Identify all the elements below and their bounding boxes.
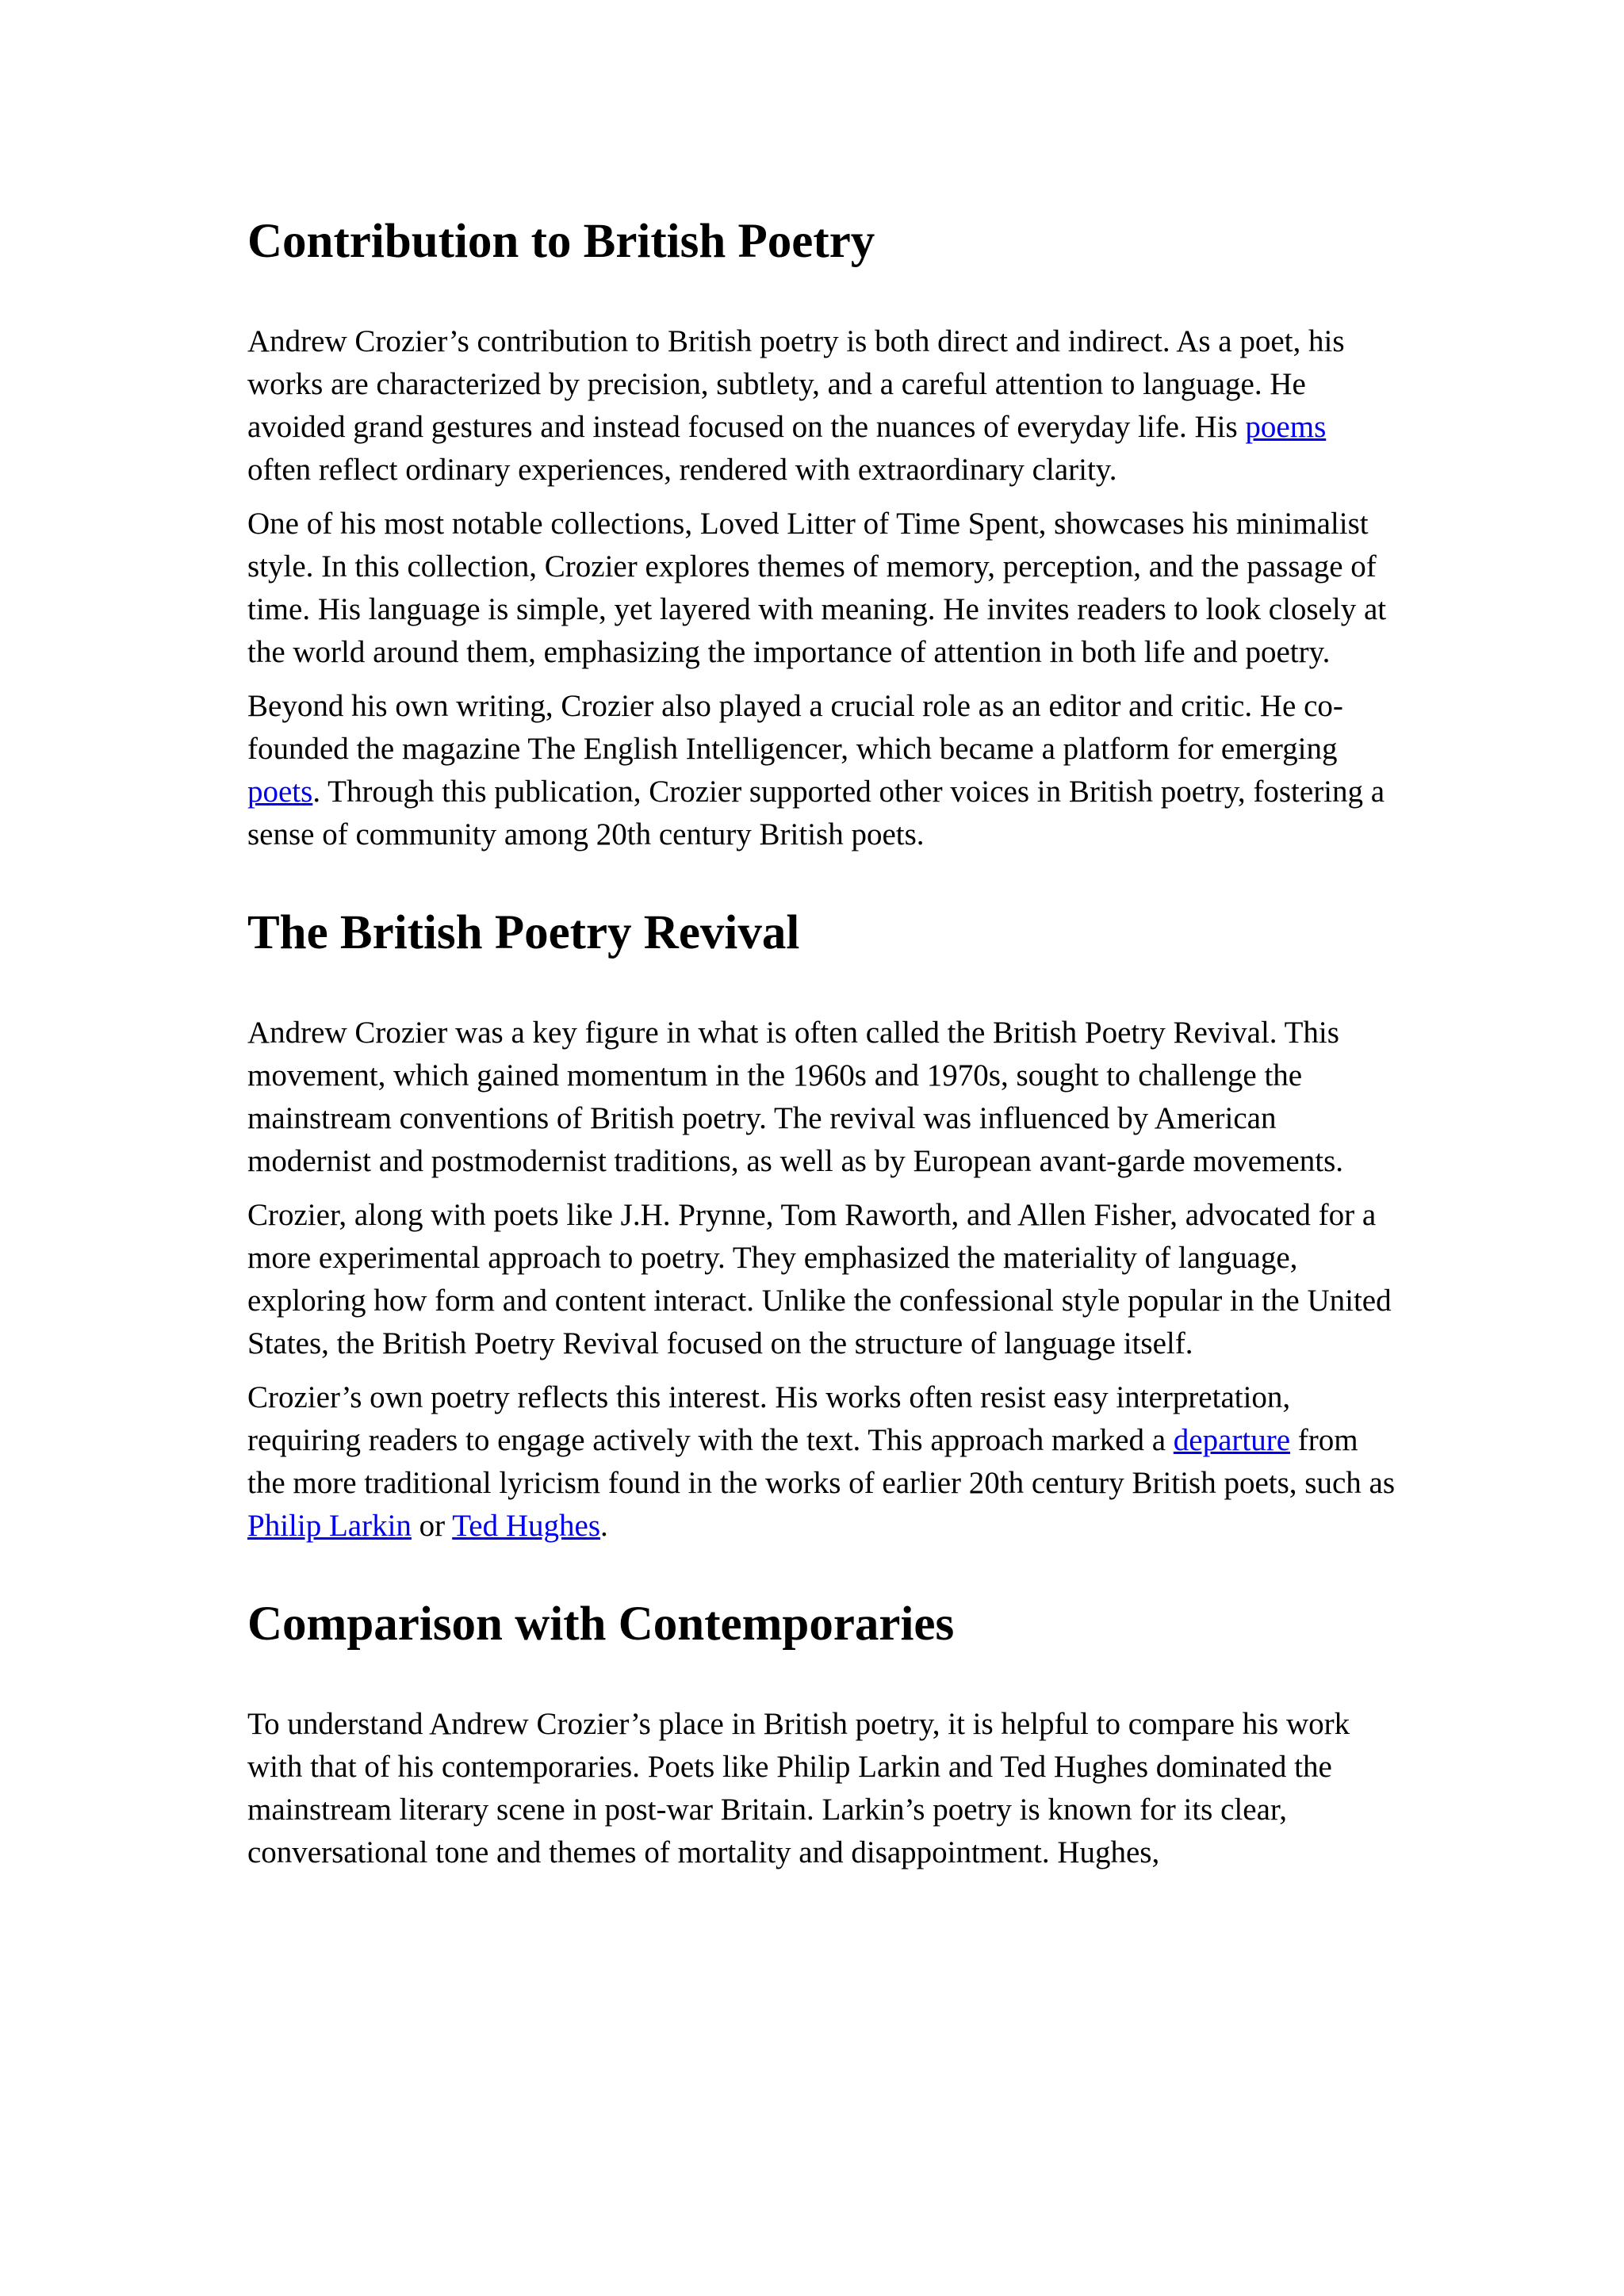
section-heading: Comparison with Contemporaries: [247, 1598, 955, 1651]
paragraph: One of his most notable collections, Loved Litter of Time Spent, showcases his minimalist style. In this collection, Crozier explores themes of memory, perception, and the passage of time. His language is simple, yet layered with meaning. He invites readers to look closely at the world around them, emphasizing the importance of attention in both life and poetry.: [247, 507, 1387, 670]
departure-link[interactable]: departure: [1173, 1423, 1291, 1458]
section-poetry-revival: [247, 905, 1397, 1548]
paragraph: Andrew Crozier’s contribution to British poetry is both direct and indirect. As a poet, his works are characterized by precision, subtlety, and a careful attention to language. He avoided grand gestures and instead focused on the nuances of everyday life. His poems often reflect ordinary experiences, rendered with extraordinary clarity.: [247, 324, 1345, 488]
document-page: [247, 214, 1397, 1874]
section-contribution: [247, 214, 1397, 856]
poems-link[interactable]: poems: [1245, 410, 1327, 445]
ted-hughes-link[interactable]: Ted Hughes: [452, 1509, 601, 1544]
paragraph: Crozier’s own poetry reflects this interest. His works often resist easy interpretation, requiring readers to engage actively with the text. This approach marked a departure from the more traditional lyricism found in the works of earlier 20th century British poets, such as Philip Larkin or Ted Hughes.: [247, 1380, 1395, 1544]
section-contemporaries: [247, 1597, 1397, 1874]
poets-link[interactable]: poets: [247, 775, 313, 809]
section-heading: Contribution to British Poetry: [247, 215, 875, 268]
paragraph: Beyond his own writing, Crozier also played a crucial role as an editor and critic. He co-founded the magazine The English Intelligencer, which became a platform for emerging poets. Through this publication, Crozier supported other voices in British poetry, fostering a sense of community among 20th century British poets.: [247, 689, 1385, 852]
paragraph: Andrew Crozier was a key figure in what is often called the British Poetry Revival. This movement, which gained momentum in the 1960s and 1970s, sought to challenge the mainstream conventions of British poetry. The revival was influenced by American modernist and postmodernist traditions, as well as by European avant-garde movements.: [247, 1016, 1344, 1179]
paragraph: Crozier, along with poets like J.H. Prynne, Tom Raworth, and Allen Fisher, advocated for a more experimental approach to poetry. They emphasized the materiality of language, exploring how form and content interact. Unlike the confessional style popular in the United States, the British Poetry Revival focused on the structure of language itself.: [247, 1198, 1392, 1361]
paragraph: To understand Andrew Crozier’s place in British poetry, it is helpful to compare his work with that of his contemporaries. Poets like Philip Larkin and Ted Hughes dominated the mainstream literary scene in post-war Britain. Larkin’s poetry is known for its clear, conversational tone and themes of mortality and disappointment. Hughes,: [247, 1707, 1350, 1870]
section-heading: The British Poetry Revival: [247, 906, 800, 960]
philip-larkin-link[interactable]: Philip Larkin: [247, 1509, 412, 1544]
